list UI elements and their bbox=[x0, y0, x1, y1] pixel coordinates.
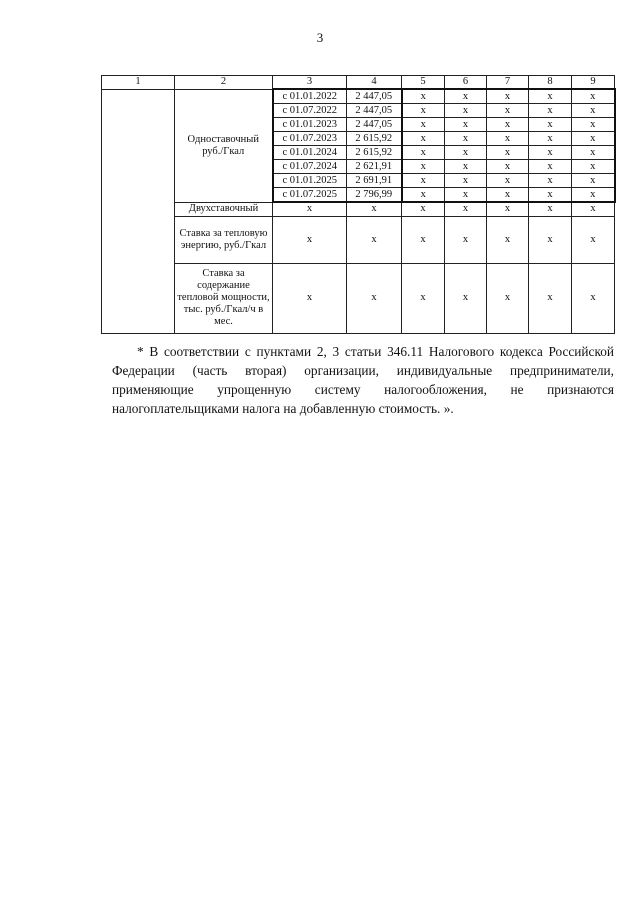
x-cell: x bbox=[402, 202, 445, 216]
date-cell: с 01.07.2022 bbox=[273, 104, 347, 118]
x-cell: x bbox=[572, 104, 615, 118]
x-cell: x bbox=[445, 216, 487, 263]
x-cell: x bbox=[347, 216, 402, 263]
footnote-text: * В соответствии с пунктами 2, 3 статьи 346.11 Налогового кодекса Российской Федерации (часть вторая) организации, индивидуальные предприниматели, применяющие упрощенную систему налогообложения, не признаются налогоплательщиками налога на добавленную стоимость. ». bbox=[112, 344, 614, 416]
value-cell: 2 615,92 bbox=[347, 132, 402, 146]
value-cell: 2 796,99 bbox=[347, 188, 402, 203]
x-cell: x bbox=[487, 174, 529, 188]
x-cell: x bbox=[487, 118, 529, 132]
header-cell: 7 bbox=[487, 76, 529, 90]
group-cell bbox=[102, 89, 175, 333]
x-cell: x bbox=[529, 132, 572, 146]
date-cell: с 01.01.2024 bbox=[273, 146, 347, 160]
single-rate-label-unit: руб./Гкал bbox=[202, 145, 245, 157]
page-number: 3 bbox=[316, 30, 324, 45]
x-cell: x bbox=[445, 263, 487, 333]
x-cell: x bbox=[402, 132, 445, 146]
x-cell: x bbox=[402, 174, 445, 188]
value-cell: 2 615,92 bbox=[347, 146, 402, 160]
x-cell: x bbox=[402, 160, 445, 174]
x-cell: x bbox=[347, 202, 402, 216]
date-cell: с 01.01.2022 bbox=[273, 89, 347, 104]
value-cell: 2 447,05 bbox=[347, 104, 402, 118]
footnote bbox=[112, 342, 614, 418]
date-cell: с 01.07.2025 bbox=[273, 188, 347, 203]
x-cell: x bbox=[445, 174, 487, 188]
x-cell: x bbox=[402, 118, 445, 132]
x-cell: x bbox=[273, 202, 347, 216]
date-cell: с 01.01.2025 bbox=[273, 174, 347, 188]
x-cell: x bbox=[572, 146, 615, 160]
value-cell: 2 447,05 bbox=[347, 89, 402, 104]
x-cell: x bbox=[529, 146, 572, 160]
value-cell: 2 691,91 bbox=[347, 174, 402, 188]
header-cell: 1 bbox=[102, 76, 175, 90]
x-cell: x bbox=[445, 202, 487, 216]
x-cell: x bbox=[487, 146, 529, 160]
x-cell: x bbox=[572, 118, 615, 132]
x-cell: x bbox=[529, 160, 572, 174]
x-cell: x bbox=[402, 188, 445, 203]
capacity-rate-row bbox=[102, 263, 615, 333]
x-cell: x bbox=[572, 216, 615, 263]
value-cell: 2 621,91 bbox=[347, 160, 402, 174]
x-cell: x bbox=[529, 174, 572, 188]
header-cell: 6 bbox=[445, 76, 487, 90]
x-cell: x bbox=[402, 104, 445, 118]
x-cell: x bbox=[572, 174, 615, 188]
energy-rate-row-label: Ставка за тепловую энергию, руб./Гкал bbox=[175, 216, 273, 263]
capacity-rate-row-label: Ставка за содержание тепловой мощности, тыс. руб./Гкал/ч в мес. bbox=[175, 263, 273, 333]
x-cell: x bbox=[402, 263, 445, 333]
x-cell: x bbox=[445, 146, 487, 160]
single-rate-row bbox=[102, 89, 615, 104]
x-cell: x bbox=[402, 146, 445, 160]
x-cell: x bbox=[487, 89, 529, 104]
x-cell: x bbox=[347, 263, 402, 333]
x-cell: x bbox=[572, 263, 615, 333]
single-rate-label bbox=[175, 89, 273, 202]
table-body bbox=[102, 76, 615, 334]
x-cell: x bbox=[572, 89, 615, 104]
single-rate-label-name: Одноставочный bbox=[187, 133, 259, 145]
header-cell: 2 bbox=[175, 76, 273, 90]
x-cell: x bbox=[529, 118, 572, 132]
x-cell: x bbox=[572, 132, 615, 146]
energy-rate-row bbox=[102, 216, 615, 263]
x-cell: x bbox=[445, 104, 487, 118]
x-cell: x bbox=[529, 104, 572, 118]
tariff-table bbox=[101, 75, 616, 334]
x-cell: x bbox=[529, 202, 572, 216]
x-cell: x bbox=[572, 160, 615, 174]
x-cell: x bbox=[445, 160, 487, 174]
two-rate-row-label: Двухставочный bbox=[175, 202, 273, 216]
header-row bbox=[102, 76, 615, 90]
x-cell: x bbox=[273, 216, 347, 263]
date-cell: с 01.07.2023 bbox=[273, 132, 347, 146]
x-cell: x bbox=[572, 188, 615, 203]
header-cell: 8 bbox=[529, 76, 572, 90]
x-cell: x bbox=[402, 216, 445, 263]
x-cell: x bbox=[487, 104, 529, 118]
x-cell: x bbox=[445, 118, 487, 132]
x-cell: x bbox=[487, 202, 529, 216]
x-cell: x bbox=[487, 263, 529, 333]
header-cell: 3 bbox=[273, 76, 347, 90]
x-cell: x bbox=[529, 216, 572, 263]
x-cell: x bbox=[529, 188, 572, 203]
x-cell: x bbox=[487, 132, 529, 146]
value-cell: 2 447,05 bbox=[347, 118, 402, 132]
x-cell: x bbox=[445, 188, 487, 203]
header-cell: 9 bbox=[572, 76, 615, 90]
x-cell: x bbox=[529, 263, 572, 333]
x-cell: x bbox=[402, 89, 445, 104]
x-cell: x bbox=[445, 132, 487, 146]
two-rate-row bbox=[102, 202, 615, 216]
x-cell: x bbox=[445, 89, 487, 104]
x-cell: x bbox=[572, 202, 615, 216]
header-cell: 5 bbox=[402, 76, 445, 90]
x-cell: x bbox=[487, 160, 529, 174]
x-cell: x bbox=[273, 263, 347, 333]
date-cell: с 01.01.2023 bbox=[273, 118, 347, 132]
x-cell: x bbox=[529, 89, 572, 104]
x-cell: x bbox=[487, 188, 529, 203]
header-cell: 4 bbox=[347, 76, 402, 90]
x-cell: x bbox=[487, 216, 529, 263]
date-cell: с 01.07.2024 bbox=[273, 160, 347, 174]
